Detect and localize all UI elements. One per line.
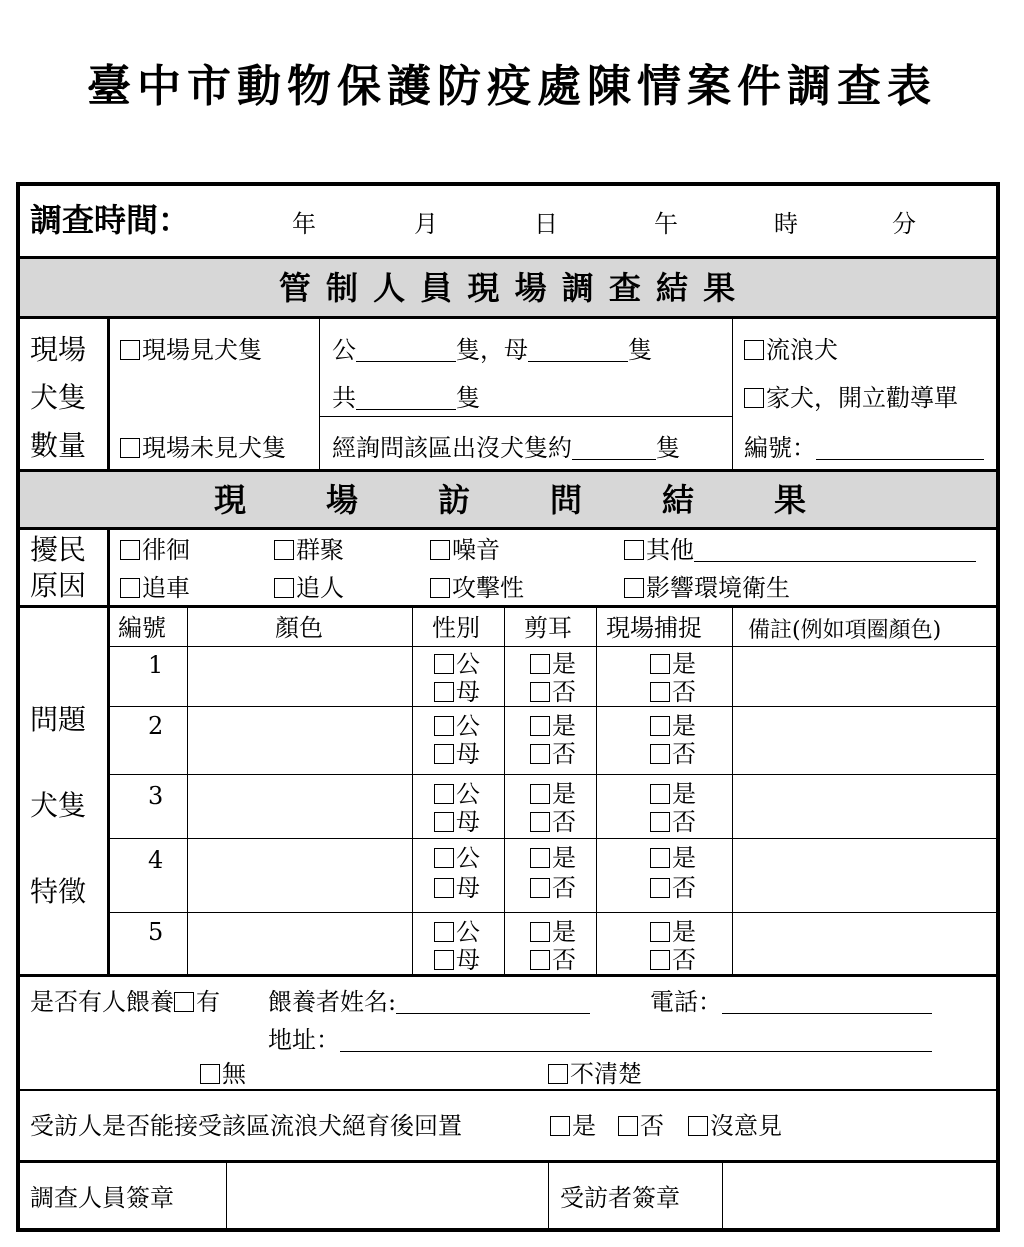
- sex-female-3[interactable]: 母: [434, 810, 480, 834]
- checkbox[interactable]: [274, 540, 294, 560]
- checkbox[interactable]: [120, 578, 140, 598]
- pet-dog-option[interactable]: 家犬，開立勸導單: [744, 386, 958, 410]
- male-count-blank[interactable]: [356, 339, 456, 362]
- checkbox[interactable]: [744, 340, 764, 360]
- col-color: 顏色: [275, 614, 323, 642]
- feeder-phone-blank[interactable]: [722, 991, 932, 1014]
- sex-female-2[interactable]: 母: [434, 742, 480, 766]
- year-unit: 年: [292, 210, 316, 238]
- checkbox[interactable]: [274, 578, 294, 598]
- reason-gathering[interactable]: 群聚: [274, 538, 344, 562]
- sex-female-4[interactable]: 母: [434, 876, 480, 900]
- section1-header: 管 制 人 員 現 場 調 查 結 果: [278, 269, 738, 307]
- feeding-yes-checkbox[interactable]: [174, 992, 194, 1012]
- features-label-1: 問題: [30, 703, 87, 736]
- total-count: 共 隻: [332, 384, 480, 412]
- notice-number-blank[interactable]: [816, 437, 984, 460]
- minute-unit: 分: [892, 210, 916, 238]
- ear-no-5[interactable]: 否: [530, 948, 576, 972]
- section2-band: [20, 471, 996, 527]
- feeding-question: 是否有人餵養 有: [30, 988, 220, 1016]
- row-number-3: 3: [148, 782, 164, 810]
- feeder-name-blank[interactable]: [396, 991, 590, 1014]
- section2-header-4: 問: [550, 481, 583, 519]
- col-number: 編號: [118, 614, 166, 642]
- checkbox[interactable]: [430, 578, 450, 598]
- capture-no-3[interactable]: 否: [650, 810, 696, 834]
- acceptance-no-opinion[interactable]: 沒意見: [688, 1114, 782, 1138]
- sex-male-5[interactable]: 公: [434, 920, 480, 944]
- ampm-unit: 午: [654, 210, 678, 238]
- male-female-count: 公 隻，母 隻: [332, 336, 652, 364]
- ear-yes-4[interactable]: 是: [530, 846, 576, 870]
- acceptance-yes[interactable]: 是: [550, 1114, 596, 1138]
- not-seen-dogs-option[interactable]: 現場未見犬隻: [120, 436, 286, 460]
- feeder-name: 餵養者姓名:: [268, 990, 590, 1014]
- dog-count-label-3: 數量: [30, 429, 87, 462]
- capture-yes-5[interactable]: 是: [650, 920, 696, 944]
- sex-male-1[interactable]: 公: [434, 652, 480, 676]
- reason-noise[interactable]: 噪音: [430, 538, 500, 562]
- ear-no-4[interactable]: 否: [530, 876, 576, 900]
- month-unit: 月: [414, 210, 438, 238]
- feeder-phone: 電話：: [650, 990, 932, 1014]
- sex-female-1[interactable]: 母: [434, 680, 480, 704]
- capture-no-1[interactable]: 否: [650, 680, 696, 704]
- reason-chasing-people[interactable]: 追人: [274, 576, 344, 600]
- capture-no-5[interactable]: 否: [650, 948, 696, 972]
- investigator-signature-label: 調查人員簽章: [30, 1184, 174, 1212]
- acceptance-question: 受訪人是否能接受該區流浪犬絕育後回置: [30, 1112, 462, 1140]
- capture-yes-4[interactable]: 是: [650, 846, 696, 870]
- dog-count-label-1: 現場: [30, 333, 87, 366]
- inquiry-count: 經詢問該區出沒犬隻約 隻: [332, 434, 680, 462]
- section2-header-1: 現: [214, 481, 247, 519]
- ear-no-3[interactable]: 否: [530, 810, 576, 834]
- disturbance-label-2: 原因: [30, 569, 87, 602]
- features-label-3: 特徵: [30, 875, 87, 908]
- col-captured: 現場捕捉: [606, 614, 702, 642]
- feeder-address: 地址：: [268, 1028, 932, 1052]
- investigator-signature-field[interactable]: [228, 1164, 546, 1230]
- survey-form: [16, 182, 1000, 1232]
- ear-yes-1[interactable]: 是: [530, 652, 576, 676]
- col-sex: 性別: [432, 614, 480, 642]
- reason-aggressive[interactable]: 攻擊性: [430, 576, 524, 600]
- ear-yes-3[interactable]: 是: [530, 782, 576, 806]
- reason-other[interactable]: 其他: [624, 538, 976, 562]
- feeder-address-blank[interactable]: [340, 1029, 932, 1052]
- capture-yes-3[interactable]: 是: [650, 782, 696, 806]
- section2-header-2: 場: [326, 481, 359, 519]
- notice-number: 編號：: [744, 436, 984, 460]
- interviewee-signature-field[interactable]: [724, 1164, 994, 1230]
- acceptance-no[interactable]: 否: [618, 1114, 664, 1138]
- hour-unit: 時: [774, 210, 798, 238]
- sex-female-5[interactable]: 母: [434, 948, 480, 972]
- sex-male-4[interactable]: 公: [434, 846, 480, 870]
- features-label-2: 犬隻: [30, 789, 87, 822]
- total-count-blank[interactable]: [356, 387, 456, 410]
- capture-yes-2[interactable]: 是: [650, 714, 696, 738]
- form-title: 臺中市動物保護防疫處陳情案件調查表: [87, 61, 937, 112]
- ear-yes-5[interactable]: 是: [530, 920, 576, 944]
- reason-sanitation[interactable]: 影響環境衛生: [624, 576, 790, 600]
- row-number-4: 4: [148, 846, 164, 874]
- checkbox[interactable]: [430, 540, 450, 560]
- ear-yes-2[interactable]: 是: [530, 714, 576, 738]
- dog-count-label-2: 犬隻: [30, 381, 87, 414]
- ear-no-1[interactable]: 否: [530, 680, 576, 704]
- col-ear-tip: 剪耳: [524, 614, 572, 642]
- checkbox[interactable]: [120, 540, 140, 560]
- row-number-5: 5: [148, 918, 164, 946]
- ear-no-2[interactable]: 否: [530, 742, 576, 766]
- section2-header-3: 訪: [438, 481, 471, 519]
- stray-dog-option[interactable]: 流浪犬: [744, 338, 838, 362]
- section2-header-5: 結: [662, 481, 695, 519]
- survey-time-label: 調查時間：: [30, 201, 191, 239]
- feeding-no-option[interactable]: 無: [200, 1062, 246, 1086]
- capture-no-2[interactable]: 否: [650, 742, 696, 766]
- capture-yes-1[interactable]: 是: [650, 652, 696, 676]
- col-remarks: 備註(例如項圈顏色): [748, 618, 942, 643]
- sex-male-2[interactable]: 公: [434, 714, 480, 738]
- interviewee-signature-label: 受訪者簽章: [560, 1184, 680, 1212]
- sex-male-3[interactable]: 公: [434, 782, 480, 806]
- checkbox[interactable]: [120, 340, 140, 360]
- checkbox[interactable]: [624, 578, 644, 598]
- row-number-1: 1: [148, 651, 164, 679]
- section2-header-6: 果: [774, 481, 807, 519]
- checkbox[interactable]: [120, 438, 140, 458]
- checkbox[interactable]: [744, 388, 764, 408]
- other-reason-blank[interactable]: [694, 539, 976, 562]
- capture-no-4[interactable]: 否: [650, 876, 696, 900]
- row-number-2: 2: [148, 712, 164, 740]
- day-unit: 日: [534, 210, 558, 238]
- female-count-blank[interactable]: [528, 339, 628, 362]
- reason-chasing-cars[interactable]: 追車: [120, 576, 190, 600]
- reason-wandering[interactable]: 徘徊: [120, 538, 190, 562]
- feeding-unclear-option[interactable]: 不清楚: [548, 1062, 642, 1086]
- disturbance-label-1: 擾民: [30, 533, 87, 566]
- seen-dogs-option[interactable]: 現場見犬隻: [120, 338, 262, 362]
- checkbox[interactable]: [624, 540, 644, 560]
- inquiry-count-blank[interactable]: [572, 437, 656, 460]
